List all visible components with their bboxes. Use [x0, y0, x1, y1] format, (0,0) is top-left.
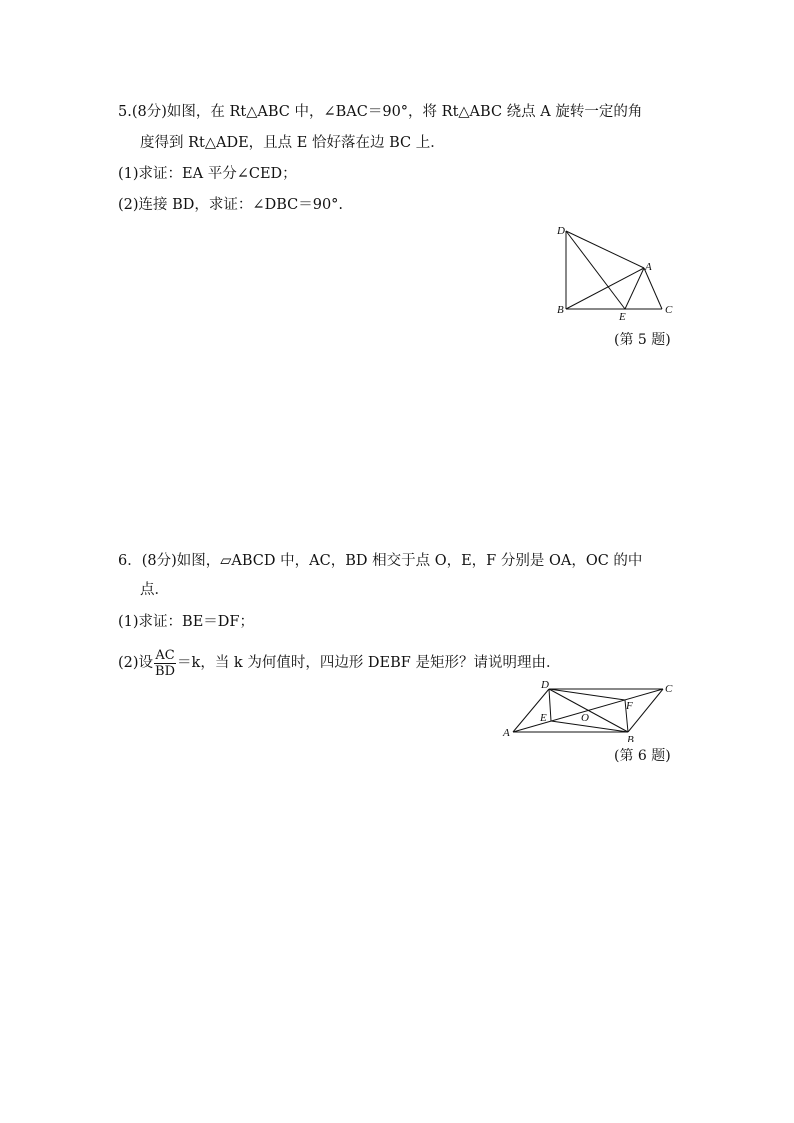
- q5-segment-ac: [644, 268, 662, 309]
- q5-label-a: A: [645, 261, 652, 273]
- q5-label-d: D: [557, 225, 565, 237]
- q6-part2: [118, 646, 560, 680]
- q6-segment-bd: [549, 689, 628, 732]
- q5-segment-de: [566, 231, 625, 309]
- q6-segment-bc: [628, 689, 663, 732]
- q5-label-c: C: [665, 304, 673, 316]
- q6-segment-eb: [551, 721, 628, 732]
- q6-line2: 点．: [140, 582, 169, 598]
- q6-segment-da: [513, 689, 549, 732]
- q5-figure: [550, 222, 680, 322]
- q6-fraction-denominator: BD: [155, 663, 176, 679]
- q5-part1: (1)求证：EA 平分∠CED；: [118, 166, 297, 182]
- q6-label-b: B: [627, 734, 634, 742]
- q5-segment-ba: [566, 268, 644, 309]
- q6-segment-de: [549, 689, 551, 721]
- q5-part2: (2)连接 BD，求证：∠DBC＝90°.: [118, 197, 344, 213]
- q6-label-a: A: [503, 727, 510, 739]
- q6-part1: (1)求证：BE＝DF；: [118, 614, 254, 630]
- q6-fraction-numerator: AC: [155, 647, 175, 663]
- q5-line1: 5.(8分)如图，在 Rt△ABC 中，∠BAC＝90°，将 Rt△ABC 绕点 A 旋转一定的角: [118, 104, 643, 120]
- q6-label-e: E: [540, 712, 547, 724]
- q6-label-o: O: [581, 712, 589, 724]
- q5-caption: (第 5 题): [614, 332, 671, 348]
- q5-label-e: E: [619, 311, 626, 322]
- q5-line2: 度得到 Rt△ADE，且点 E 恰好落在边 BC 上．: [140, 135, 445, 151]
- q6-segment-df: [549, 689, 625, 700]
- q6-label-d: D: [541, 680, 549, 691]
- q5-segment-ae: [625, 268, 644, 309]
- q6-label-c: C: [665, 683, 673, 695]
- q6-label-f: F: [626, 700, 633, 712]
- q6-part2-suffix: ＝k，当 k 为何值时，四边形 DEBF 是矩形？请说明理由．: [177, 655, 561, 671]
- q6-figure: [500, 680, 680, 742]
- q5-label-b: B: [557, 304, 564, 316]
- q5-segment-da: [566, 231, 644, 268]
- q6-caption: (第 6 题): [614, 748, 671, 764]
- q6-part2-prefix: (2)设: [118, 655, 154, 671]
- q6-line1: 6．(8分)如图，▱ABCD 中，AC，BD 相交于点 O，E，F 分别是 OA，OC 的中: [118, 553, 643, 569]
- q6-fraction: [154, 648, 176, 679]
